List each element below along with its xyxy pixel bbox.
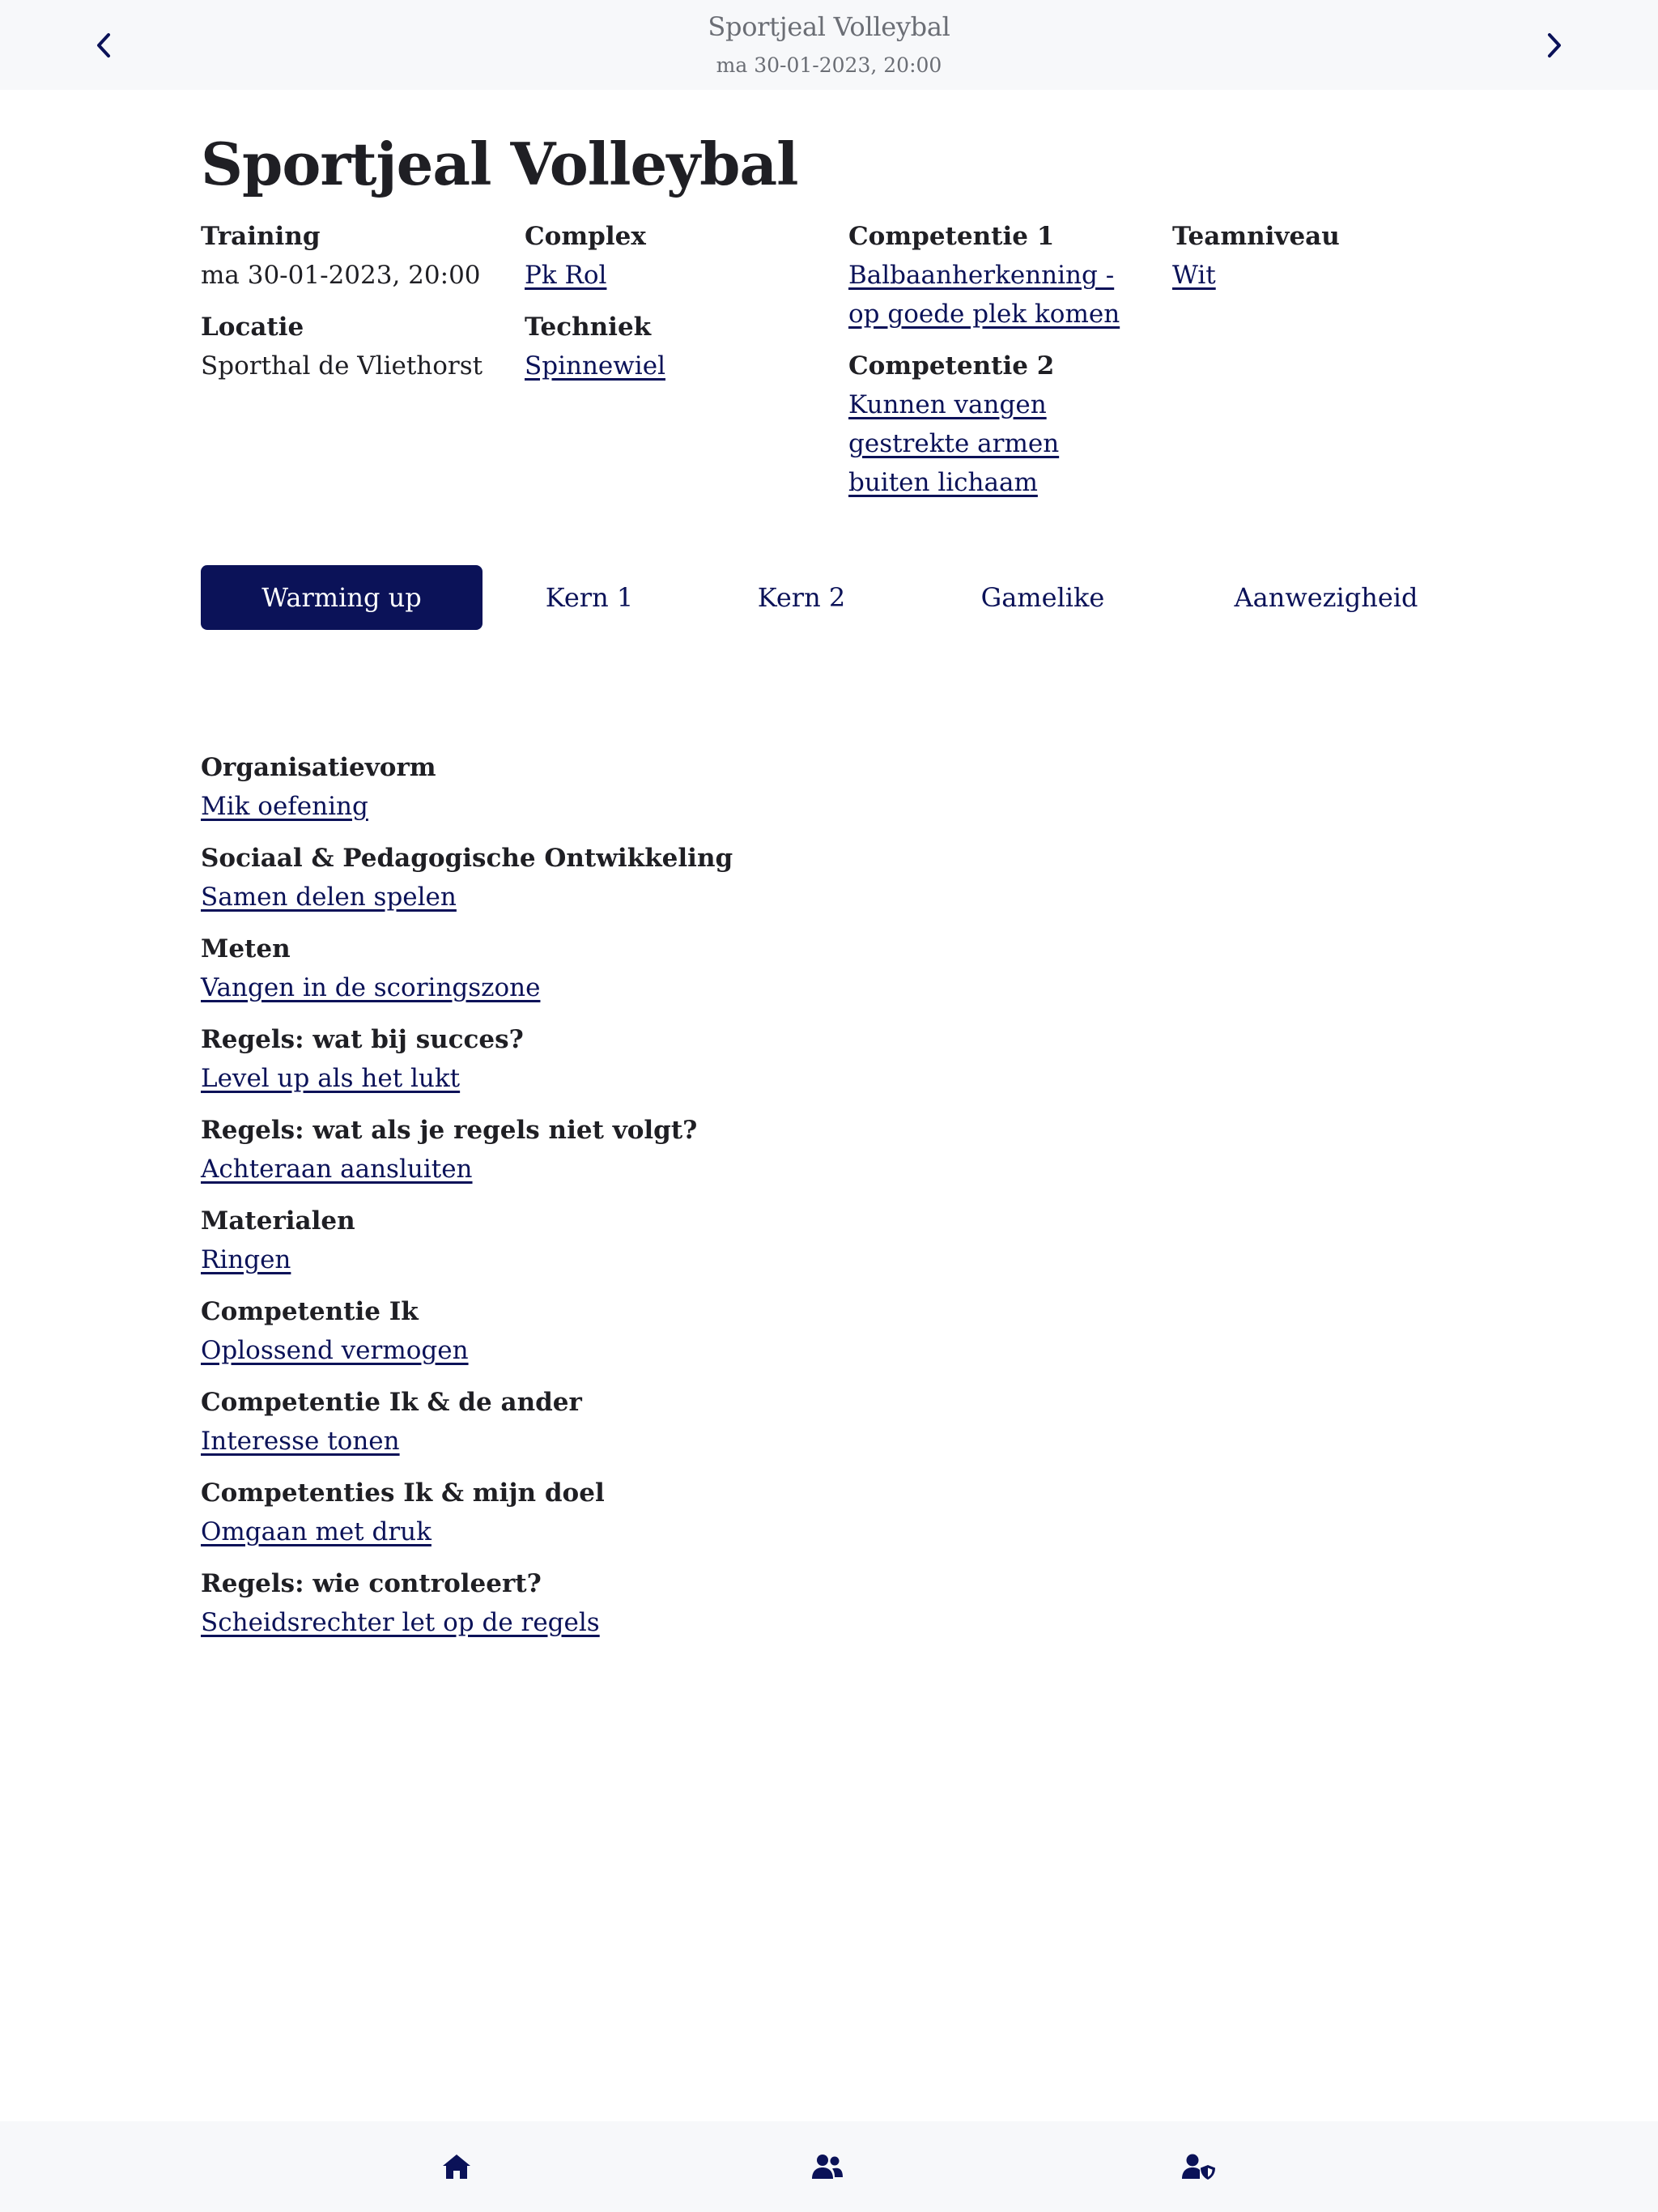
detail-label: Competentie Ik & de ander (201, 1388, 582, 1417)
user-shield-icon (1180, 2153, 1216, 2180)
tab-kern-2[interactable]: Kern 2 (757, 582, 846, 613)
detail-link[interactable]: Ringen (201, 1245, 291, 1274)
detail-link[interactable]: Mik oefening (201, 792, 368, 821)
training-label: Training (201, 222, 321, 251)
info-teamniveau (1172, 217, 1480, 295)
info-techniek (525, 308, 832, 385)
competentie-1-link[interactable]: Balbaanherkenning - op goede plek komen (848, 261, 1120, 329)
header-title: Sportjeal Volleybal (708, 11, 950, 42)
detail-label: Regels: wat bij succes? (201, 1025, 524, 1054)
detail-regels-niet-volgt (201, 1111, 1172, 1189)
info-competentie-1 (848, 217, 1148, 334)
detail-label: Organisatievorm (201, 753, 436, 782)
tab-aanwezigheid[interactable]: Aanwezigheid (1234, 582, 1418, 613)
detail-label: Regels: wat als je regels niet volgt? (201, 1116, 698, 1145)
training-value: ma 30-01-2023, 20:00 (201, 261, 481, 290)
tab-kern-1[interactable]: Kern 1 (545, 582, 634, 613)
info-locatie (201, 308, 508, 385)
detail-materialen (201, 1202, 1172, 1279)
header-subtitle: ma 30-01-2023, 20:00 (716, 53, 942, 77)
detail-link[interactable]: Level up als het lukt (201, 1064, 461, 1093)
competentie-1-label: Competentie 1 (848, 222, 1055, 251)
techniek-link[interactable]: Spinnewiel (525, 351, 665, 381)
detail-link[interactable]: Vangen in de scoringszone (201, 973, 541, 1002)
detail-link[interactable]: Samen delen spelen (201, 883, 457, 912)
tab-bar (201, 565, 1457, 630)
bottom-navigation (0, 2121, 1658, 2212)
info-complex (525, 217, 832, 295)
teamniveau-link[interactable]: Wit (1172, 261, 1216, 290)
team-nav-button[interactable] (805, 2144, 850, 2189)
chevron-right-icon (1543, 32, 1566, 59)
detail-link[interactable]: Achteraan aansluiten (201, 1155, 473, 1184)
detail-regels-succes (201, 1020, 1172, 1098)
detail-link[interactable]: Oplossend vermogen (201, 1336, 469, 1365)
warming-up-details (201, 748, 1172, 1655)
users-icon (810, 2153, 844, 2180)
techniek-label: Techniek (525, 313, 652, 342)
detail-link[interactable]: Omgaan met druk (201, 1517, 432, 1546)
detail-label: Competenties Ik & mijn doel (201, 1478, 605, 1508)
info-column-4 (1172, 217, 1480, 308)
locatie-label: Locatie (201, 313, 304, 342)
detail-label: Sociaal & Pedagogische Ontwikkeling (201, 844, 733, 873)
detail-label: Regels: wie controleert? (201, 1569, 542, 1598)
detail-competentie-ik (201, 1292, 1172, 1370)
page-title: Sportjeal Volleybal (201, 130, 798, 198)
detail-label: Materialen (201, 1206, 355, 1236)
complex-label: Complex (525, 222, 646, 251)
detail-meten (201, 929, 1172, 1007)
detail-label: Meten (201, 934, 291, 963)
info-column-1 (201, 217, 508, 398)
detail-label: Competentie Ik (201, 1297, 419, 1326)
locatie-value: Sporthal de Vliethorst (201, 351, 483, 381)
complex-link[interactable]: Pk Rol (525, 261, 607, 290)
info-training (201, 217, 508, 295)
detail-competenties-ik-doel (201, 1474, 1172, 1551)
info-column-3 (848, 217, 1148, 515)
competentie-2-link[interactable]: Kunnen vangen gestrekte armen buiten lichaam (848, 390, 1060, 497)
detail-organisatievorm (201, 748, 1172, 826)
teamniveau-label: Teamniveau (1172, 222, 1340, 251)
info-competentie-2 (848, 347, 1148, 502)
tab-warming-up[interactable]: Warming up (201, 565, 483, 630)
competentie-2-label: Competentie 2 (848, 351, 1055, 381)
detail-regels-controle (201, 1564, 1172, 1642)
detail-link[interactable]: Scheidsrechter let op de regels (201, 1608, 600, 1637)
next-button[interactable] (1532, 23, 1577, 68)
detail-competentie-ik-ander (201, 1383, 1172, 1461)
detail-sociaal-pedagogisch (201, 839, 1172, 917)
detail-link[interactable]: Interesse tonen (201, 1427, 400, 1456)
home-icon (441, 2153, 472, 2180)
home-nav-button[interactable] (434, 2144, 479, 2189)
top-bar (0, 0, 1658, 90)
info-column-2 (525, 217, 832, 398)
tab-gamelike[interactable]: Gamelike (980, 582, 1105, 613)
account-nav-button[interactable] (1175, 2144, 1221, 2189)
